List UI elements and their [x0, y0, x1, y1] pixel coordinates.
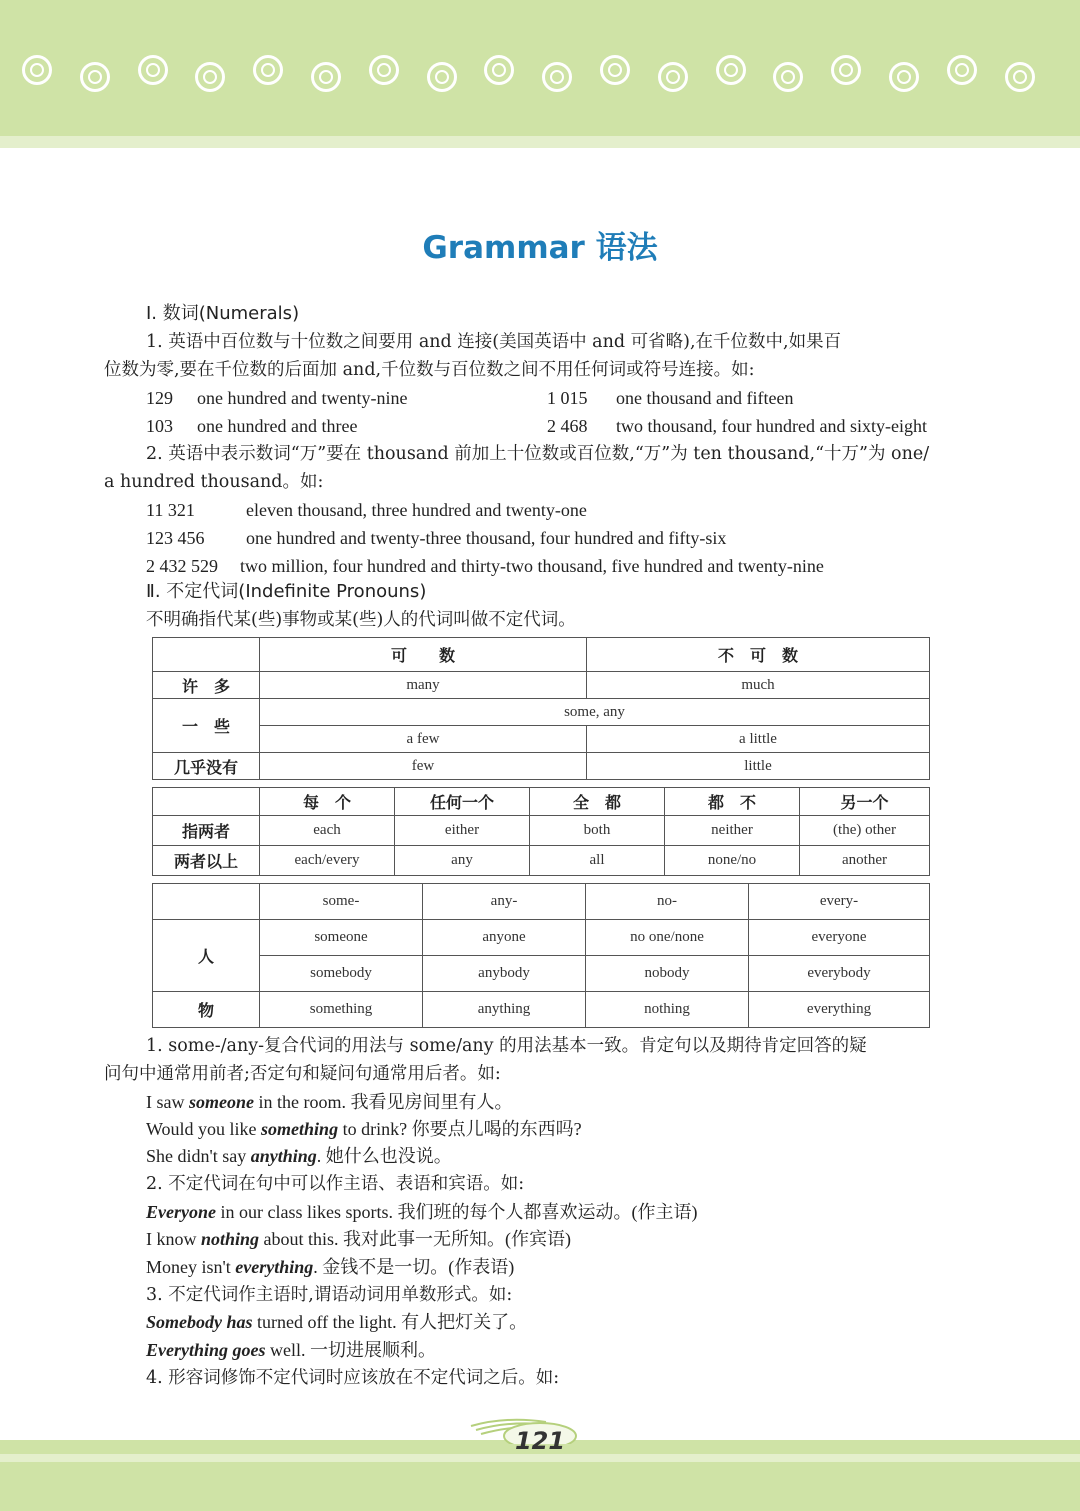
paragraph-line: 位数为零,要在千位数的后面加 and,千位数与百位数之间不用任何词或符号连接。如:	[104, 360, 755, 380]
ring-decoration-icon	[831, 55, 861, 85]
table-cell: everybody	[749, 956, 930, 992]
ring-decoration-icon	[311, 62, 341, 92]
table-cell: anyone	[423, 920, 586, 956]
table-two-or-more	[152, 787, 930, 876]
table-cell: any	[395, 846, 530, 876]
table-cell: a few	[260, 726, 587, 753]
section-2-heading: Ⅱ. 不定代词(Indefinite Pronouns)	[146, 581, 427, 602]
table-compound-pronouns	[152, 883, 930, 1028]
section-1-heading: Ⅰ. 数词(Numerals)	[146, 303, 300, 324]
example-number: 2 432 529	[146, 556, 218, 576]
example-sentence: She didn't say anything. 她什么也没说。	[146, 1146, 452, 1166]
example-number: 11 321	[146, 500, 195, 520]
paragraph-line: 4. 形容词修饰不定代词时应该放在不定代词之后。如:	[146, 1368, 560, 1388]
page-number: 121	[514, 1427, 566, 1455]
table-cell: either	[395, 816, 530, 846]
table-cell: each/every	[260, 846, 395, 876]
table-corner	[153, 788, 260, 816]
example-number: 103	[146, 416, 173, 436]
table-cell: everything	[749, 992, 930, 1028]
ring-decoration-icon	[427, 62, 457, 92]
table-cell: another	[800, 846, 930, 876]
ring-decoration-icon	[138, 55, 168, 85]
ring-decoration-icon	[716, 55, 746, 85]
table-cell: all	[530, 846, 665, 876]
ring-decoration-icon	[369, 55, 399, 85]
table-header: any-	[423, 884, 586, 920]
table-cell: nobody	[586, 956, 749, 992]
example-number: 123 456	[146, 528, 205, 548]
ring-decoration-icon	[600, 55, 630, 85]
paragraph-line: 1. some-/any-复合代词的用法与 some/any 的用法基本一致。肯定句以及期待肯定回答的疑	[146, 1036, 867, 1056]
table-header: 不 可 数	[587, 638, 930, 672]
example-sentence: I saw someone in the room. 我看见房间里有人。	[146, 1092, 513, 1112]
table-header: every-	[749, 884, 930, 920]
table-cell: nothing	[586, 992, 749, 1028]
table-cell: something	[260, 992, 423, 1028]
example-number: 129	[146, 388, 173, 408]
table-cell: little	[587, 753, 930, 780]
example-words: one hundred and twenty-three thousand, four hundred and fifty-six	[246, 528, 727, 548]
example-words: one hundred and three	[197, 416, 358, 436]
table-cell: anything	[423, 992, 586, 1028]
example-sentence: Would you like something to drink? 你要点儿喝的东西吗?	[146, 1119, 582, 1139]
table-header: 可 数	[260, 638, 587, 672]
paragraph-line: 1. 英语中百位数与十位数之间要用 and 连接(美国英语中 and 可省略),在千位数中,如果百	[146, 332, 842, 352]
ring-decoration-icon	[1005, 62, 1035, 92]
example-words: one thousand and fifteen	[616, 388, 794, 408]
table-cell: no one/none	[586, 920, 749, 956]
paragraph-line: 问句中通常用前者;否定句和疑问句通常用后者。如:	[104, 1064, 501, 1084]
table-cell: some, any	[260, 699, 930, 726]
row-label: 物	[153, 992, 260, 1028]
table-corner	[153, 884, 260, 920]
table-header: 任何一个	[395, 788, 530, 816]
example-number: 1 015	[547, 388, 588, 408]
table-cell: much	[587, 672, 930, 699]
row-label: 几乎没有	[153, 753, 260, 780]
table-header: 另一个	[800, 788, 930, 816]
table-cell: many	[260, 672, 587, 699]
row-label: 一 些	[153, 699, 260, 753]
example-words: two thousand, four hundred and sixty-eight	[616, 416, 927, 436]
header-stripe	[0, 136, 1080, 148]
example-words: eleven thousand, three hundred and twenty-one	[246, 500, 587, 520]
table-header: 都 不	[665, 788, 800, 816]
table-header: no-	[586, 884, 749, 920]
table-header: 每 个	[260, 788, 395, 816]
ring-decoration-icon	[889, 62, 919, 92]
table-cell: someone	[260, 920, 423, 956]
paragraph-line: a hundred thousand。如:	[104, 472, 324, 492]
table-header: some-	[260, 884, 423, 920]
ring-decoration-icon	[947, 55, 977, 85]
row-label: 人	[153, 920, 260, 992]
paragraph-line: 2. 不定代词在句中可以作主语、表语和宾语。如:	[146, 1174, 525, 1194]
table-cell: a little	[587, 726, 930, 753]
table-cell: everyone	[749, 920, 930, 956]
row-label: 两者以上	[153, 846, 260, 876]
paragraph-line: 2. 英语中表示数词“万”要在 thousand 前加上十位数或百位数,“万”为 ten thousand,“十万”为 one/	[146, 444, 930, 464]
ring-decoration-icon	[22, 55, 52, 85]
example-number: 2 468	[547, 416, 588, 436]
ring-decoration-icon	[253, 55, 283, 85]
example-sentence: Everyone in our class likes sports. 我们班的每个人都喜欢运动。(作主语)	[146, 1202, 698, 1222]
example-sentence: Somebody has turned off the light. 有人把灯关了。	[146, 1312, 528, 1332]
ring-decoration-icon	[542, 62, 572, 92]
example-words: one hundred and twenty-nine	[197, 388, 408, 408]
table-header: 全 都	[530, 788, 665, 816]
table-cell: none/no	[665, 846, 800, 876]
table-cell: few	[260, 753, 587, 780]
ring-decoration-icon	[658, 62, 688, 92]
table-cell: (the) other	[800, 816, 930, 846]
table-cell: neither	[665, 816, 800, 846]
example-sentence: Money isn't everything. 金钱不是一切。(作表语)	[146, 1257, 515, 1277]
row-label: 指两者	[153, 816, 260, 846]
table-cell: somebody	[260, 956, 423, 992]
table-countability	[152, 637, 930, 780]
table-cell: both	[530, 816, 665, 846]
section-2-intro: 不明确指代某(些)事物或某(些)人的代词叫做不定代词。	[146, 610, 576, 630]
example-words: two million, four hundred and thirty-two thousand, five hundred and twenty-nine	[240, 556, 824, 576]
row-label: 许 多	[153, 672, 260, 699]
table-cell: anybody	[423, 956, 586, 992]
paragraph-line: 3. 不定代词作主语时,谓语动词用单数形式。如:	[146, 1285, 513, 1305]
example-sentence: I know nothing about this. 我对此事一无所知。(作宾语)	[146, 1229, 572, 1249]
table-cell: each	[260, 816, 395, 846]
example-sentence: Everything goes well. 一切进展顺利。	[146, 1340, 436, 1360]
ring-decoration-icon	[80, 62, 110, 92]
table-corner	[153, 638, 260, 672]
page-title: Grammar 语法	[422, 230, 658, 266]
